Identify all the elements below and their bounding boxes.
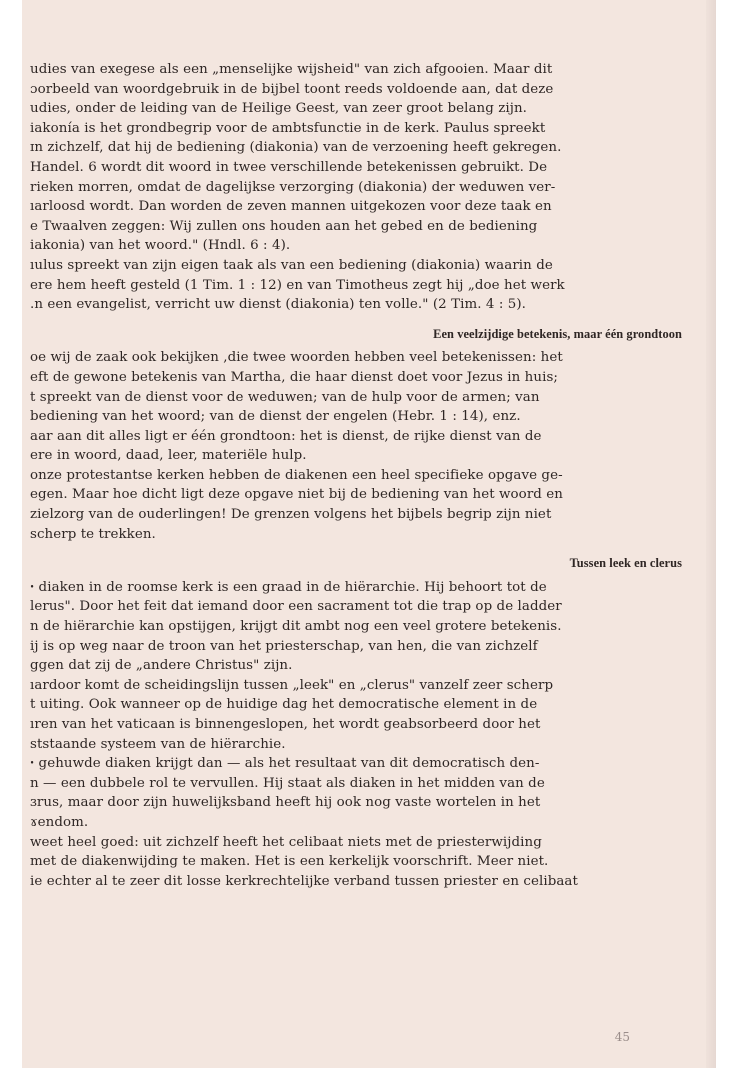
- page-edge: [706, 0, 716, 1068]
- text-line: ere hem heeft gesteld (1 Tim. 1 : 12) en van Timotheus zegt hij „doe het werk: [30, 277, 565, 293]
- text-line: eft de gewone betekenis van Martha, die haar dienst doet voor Jezus in huis;: [30, 369, 558, 385]
- text-line: t spreekt van de dienst voor de weduwen; van de hulp voor de armen; van: [30, 389, 540, 405]
- text-line: ggen dat zij de „andere Christus" zijn.: [30, 658, 293, 674]
- text-line: egen. Maar hoe dicht ligt deze opgave niet bij de bediening van het woord en: [30, 487, 563, 503]
- text-line: scherp te trekken.: [30, 526, 156, 542]
- text-line: ıardoor komt de scheidingslijn tussen „leek" en „clerus" vanzelf zeer scherp: [30, 677, 554, 693]
- text-line: lerus". Door het feit dat iemand door een sacrament tot die trap op de ladder: [30, 599, 562, 615]
- text-line: met de diakenwijding te maken. Het is een kerkelijk voorschrift. Meer niet.: [30, 854, 549, 870]
- text-line: oe wij de zaak ook bekijken ,die twee woorden hebben veel betekenissen: het: [30, 350, 563, 366]
- section-heading-leek-clerus: Tussen leek en clerus: [569, 556, 682, 571]
- text-line: ıarloosd wordt. Dan worden de zeven mannen uitgekozen voor deze taak en: [30, 199, 552, 215]
- text-line: ij is op weg naar de troon van het priesterschap, van hen, die van zichzelf: [30, 638, 538, 654]
- text-line: .n een evangelist, verricht uw dienst (diakonia) ten volle." (2 Tim. 4 : 5).: [30, 297, 527, 313]
- text-line: ꞏ diaken in de roomse kerk is een graad in de hiërarchie. Hij behoort tot de: [30, 579, 547, 595]
- text-line: ɔorbeeld van woordgebruik in de bijbel toont reeds voldoende aan, dat deze: [30, 81, 554, 97]
- text-line: ıren van het vaticaan is binnengeslopen, het wordt geabsorbeerd door het: [30, 717, 541, 732]
- text-line: udies, onder de leiding van de Heilige Geest, van zeer groot belang zijn.: [30, 101, 528, 117]
- text-line: ststaande systeem van de hiërarchie.: [30, 736, 286, 752]
- section-heading-grondtoon: Een veelzijdige betekenis, maar één grondtoon: [433, 326, 682, 341]
- text-line: rieken morren, omdat de dagelijkse verzorging (diakonia) der weduwen ver-: [30, 179, 556, 195]
- text-line: ıulus spreekt van zijn eigen taak als van een bediening (diakonia) waarin de: [30, 257, 553, 273]
- text-line: iakonia) van het woord." (Hndl. 6 : 4).: [30, 238, 291, 254]
- text-line: weet heel goed: uit zichzelf heeft het celibaat niets met de priesterwijding: [30, 834, 542, 850]
- text-line: ere in woord, daad, leer, materiële hulp.: [30, 448, 307, 464]
- text-line: aar aan dit alles ligt er één grondtoon: het is dienst, de rijke dienst van de: [30, 428, 542, 444]
- text-line: onze protestantse kerken hebben de diakenen een heel specifieke opgave ge-: [30, 467, 563, 483]
- text-line: n — een dubbele rol te vervullen. Hij staat als diaken in het midden van de: [30, 775, 545, 791]
- text-line: ɪn zichzelf, dat hij de bediening (diakonia) van de verzoening heeft gekregen.: [30, 140, 562, 156]
- text-line: zielzorg van de ouderlingen! De grenzen volgens het bijbels begrip zijn niet: [30, 507, 552, 523]
- text-line: ie echter al te zeer dit losse kerkrechtelijke verband tussen priester en celibaat: [30, 873, 578, 889]
- text-line: bediening van het woord; van de dienst der engelen (Hebr. 1 : 14), enz.: [30, 409, 521, 425]
- page-number: 45: [614, 1030, 630, 1044]
- text-line: t uiting. Ook wanneer op de huidige dag het democratische element in de: [30, 697, 538, 713]
- text-line: ɜrus, maar door zijn huwelijksband heeft hij ook nog vaste wortelen in het: [30, 795, 541, 811]
- text-line: ꞏ gehuwde diaken krijgt dan — als het resultaat van dit democratisch den-: [30, 756, 540, 772]
- text-line: udies van exegese als een „menselijke wijsheid" van zich afgooien. Maar dit: [30, 62, 553, 77]
- body-text: [30, 60, 702, 891]
- book-page: [22, 0, 716, 1068]
- text-line: e Twaalven zeggen: Wij zullen ons houden aan het gebed en de bediening: [30, 218, 538, 234]
- text-line: iakonía is het grondbegrip voor de ambtsfunctie in de kerk. Paulus spreekt: [30, 120, 546, 136]
- text-line: Handel. 6 wordt dit woord in twee verschillende betekenissen gebruikt. De: [30, 159, 548, 175]
- text-line: ɤendom.: [30, 814, 89, 830]
- text-line: n de hiërarchie kan opstijgen, krijgt dit ambt nog een veel grotere betekenis.: [30, 619, 562, 635]
